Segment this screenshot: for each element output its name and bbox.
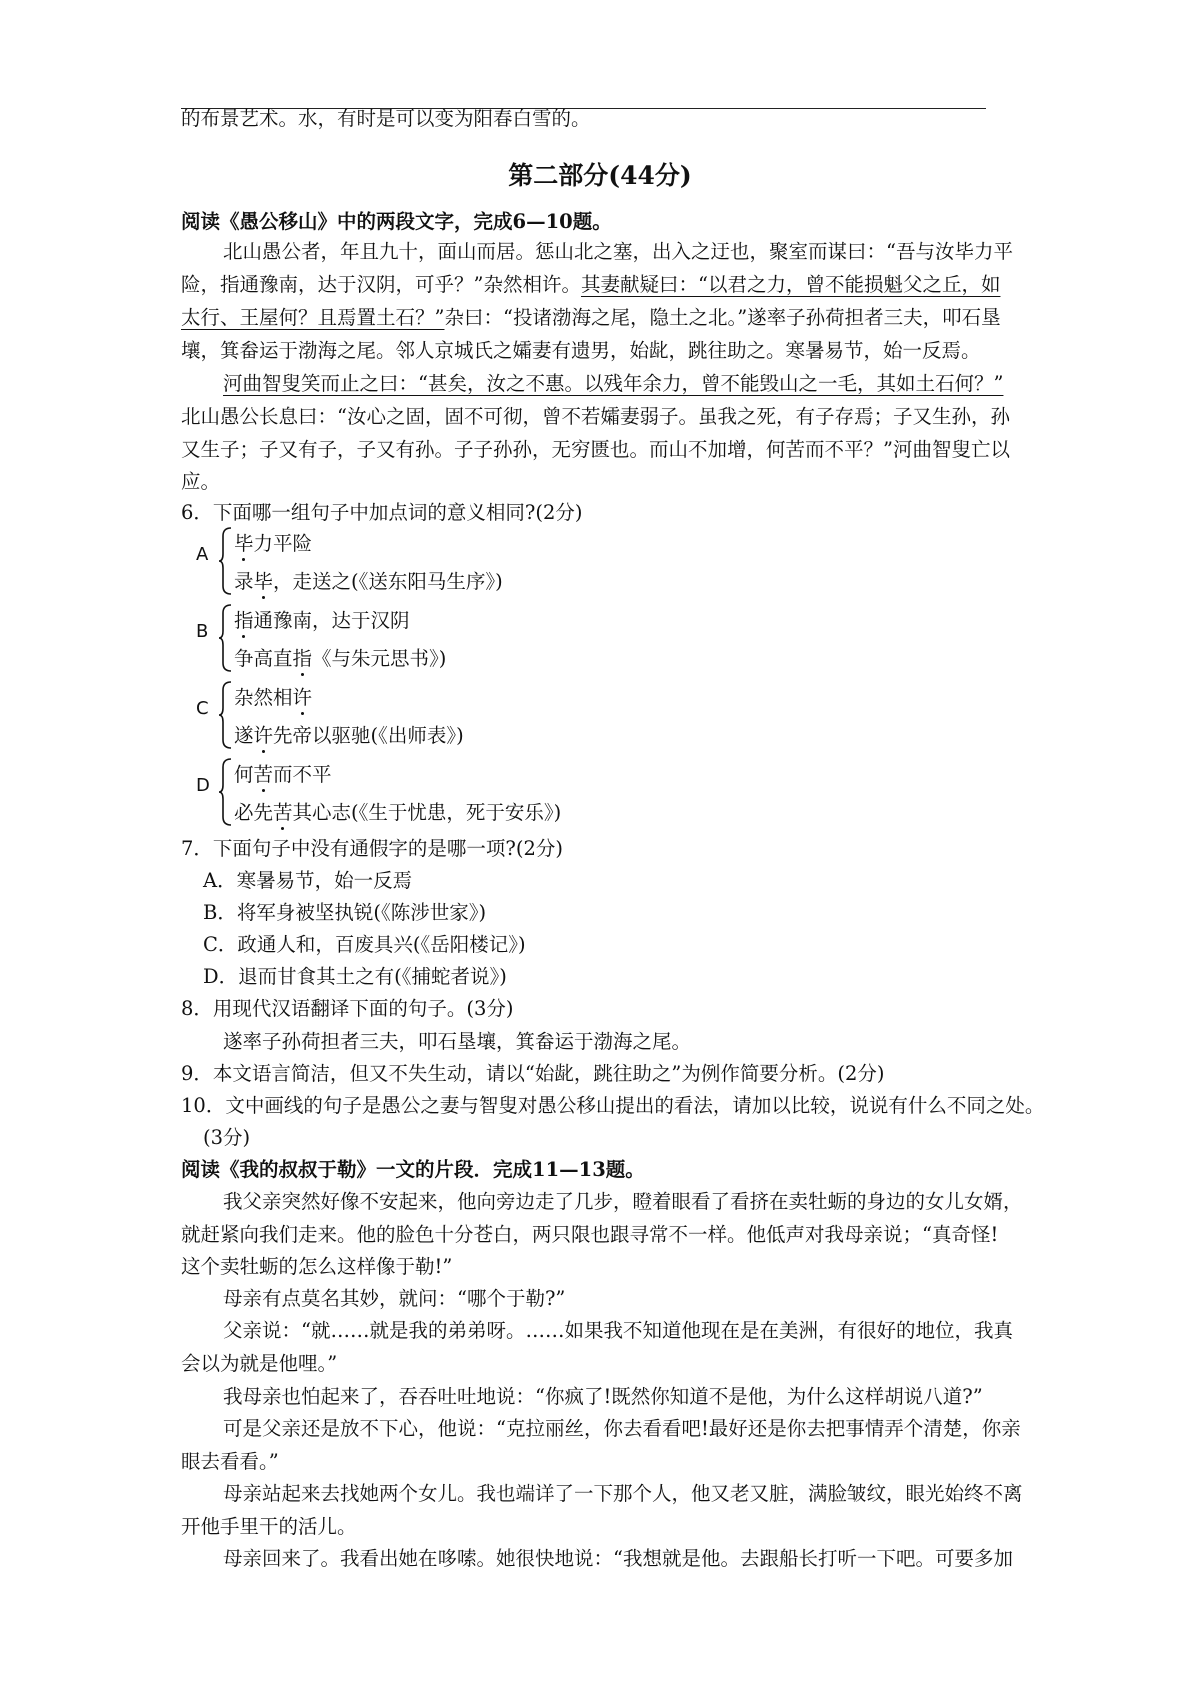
passage-line: 就赶紧向我们走来。他的脸色十分苍白，两只限也跟寻常不一样。他低声对我母亲说；“真奇怪!	[181, 1223, 999, 1246]
question-6-stem: 6．下面哪一组句子中加点词的意义相同?(2分)	[181, 501, 583, 524]
dotted-word: 苦	[253, 763, 274, 786]
passage-line: 北山愚公者，年且九十，面山而居。惩山北之塞，出入之迂也，聚室而谋曰：“吾与汝毕力平	[223, 240, 1013, 263]
reading1-instruction: 阅读《愚公移山》中的两段文字，完成6—10题。	[181, 210, 612, 233]
passage-line: 可是父亲还是放不下心，他说：“克拉丽丝，你去看看吧!最好还是你去把事情弄个清楚，你亲	[223, 1417, 1021, 1440]
sentence-text: 而不平	[273, 763, 332, 786]
passage-line: 壤，箕畚运于渤海之尾。邻人京城氏之孀妻有遗男，始龀，跳往助之。寒暑易节，始一反焉。	[181, 339, 981, 362]
sentence-text: 必先	[234, 801, 274, 824]
passage-line: 我父亲突然好像不安起来，他向旁边走了几步，瞪着眼看了看挤在卖牡蛎的身边的女儿女婿，	[223, 1190, 1023, 1213]
choice-c: C．政通人和，百废具兴(《岳阳楼记》)	[203, 933, 526, 956]
sentence-text: 杂然相	[234, 686, 293, 709]
choice-d: D．退而甘食其土之有(《捕蛇者说》)	[203, 965, 507, 988]
dotted-word: 毕	[234, 532, 254, 555]
question-10-score: (3分)	[203, 1126, 251, 1149]
passage-line: 开他手里干的活儿。	[181, 1515, 357, 1538]
choice-b: B．将军身被坚执锐(《陈涉世家》)	[203, 901, 487, 924]
section-title: 第二部分(44分)	[508, 161, 692, 190]
question-9-stem: 9．本文语言简洁，但又不失生动，请以“始龀，跳往助之”为例作简要分析。(2分)	[181, 1062, 885, 1085]
question-10-stem: 10．文中画线的句子是愚公之妻与智叟对愚公移山提出的看法，请加以比较，说说有什么不同之处。	[181, 1094, 1045, 1117]
underlined-sentence: 其妻献疑曰：“以君之力，曾不能损魁父之丘，如	[580, 273, 1001, 296]
dotted-word: 许	[292, 686, 313, 709]
option-b-sentence-2	[234, 644, 446, 674]
question-8-sentence: 遂率子孙荷担者三夫，叩石垦壤，箕畚运于渤海之尾。	[223, 1030, 692, 1053]
passage-line: 母亲有点莫名其妙，就问：“哪个于勒?”	[223, 1287, 566, 1310]
question-8-stem: 8．用现代汉语翻译下面的句子。(3分)	[181, 997, 514, 1020]
passage-line: 眼去看看。”	[181, 1450, 279, 1473]
passage-line: 我母亲也怕起来了，吞吞吐吐地说：“你疯了!既然你知道不是他，为什么这样胡说八道?”	[223, 1385, 983, 1408]
dotted-word: 许	[253, 724, 274, 747]
sentence-text: 何	[234, 763, 254, 786]
underlined-sentence: 河曲智叟笑而止之曰：“甚矣，汝之不惠。以残年余力，曾不能毁山之一毛，其如土石何？”	[223, 372, 1004, 395]
option-c-sentence-2	[234, 721, 464, 751]
option-b-letter: B	[196, 621, 209, 642]
option-brace	[218, 757, 232, 827]
option-a-sentence-1	[234, 529, 312, 559]
sentence-text: 先帝以驱驰(《出师表》)	[273, 724, 464, 747]
passage-text: 杂曰：“投诸渤海之尾，隐土之北。”遂率子孙荷担者三夫，叩石垦	[444, 306, 1001, 329]
passage-line: 这个卖牡蛎的怎么这样像于勒!”	[181, 1255, 453, 1278]
passage-line	[181, 303, 1001, 333]
passage-line: 北山愚公长息曰：“汝心之固，固不可彻，曾不若孀妻弱子。虽我之死，有子存焉；子又生孙，孙	[181, 405, 1010, 428]
passage-line: 又生子；子又有子，子又有孙。子子孙孙，无穷匮也。而山不加增，何苦而不平？”河曲智叟亡以	[181, 438, 1010, 461]
option-a-letter: A	[196, 544, 209, 565]
option-d-letter: D	[196, 775, 210, 796]
sentence-text: 《与朱元思书》)	[312, 647, 447, 670]
dotted-word: 指	[292, 647, 313, 670]
sentence-text: 争高直	[234, 647, 293, 670]
option-b-sentence-1	[234, 606, 410, 636]
option-brace	[218, 526, 232, 596]
sentence-text: 通豫南，达于汉阴	[253, 609, 410, 632]
choice-a: A．寒暑易节，始一反焉	[203, 869, 413, 892]
reading2-instruction: 阅读《我的叔叔于勒》一文的片段．完成11—13题。	[181, 1158, 645, 1181]
passage-line: 母亲回来了。我看出她在哆嗦。她很快地说：“我想就是他。去跟船长打听一下吧。可要多加	[223, 1547, 1013, 1570]
question-7-stem: 7．下面句子中没有通假字的是哪一项?(2分)	[181, 837, 563, 860]
option-a-sentence-2	[234, 567, 503, 597]
underlined-sentence: 太行、王屋何？且焉置土石？”	[181, 306, 445, 329]
sentence-text: 其心志(《生于忧患，死于安乐》)	[292, 801, 562, 824]
sentence-text: ，走送之(《送东阳马生序》)	[273, 570, 503, 593]
passage-line: 会以为就是他哩。”	[181, 1352, 338, 1375]
sentence-text: 录	[234, 570, 254, 593]
passage-line: 母亲站起来去找她两个女儿。我也端详了一下那个人，他又老又脏，满脸皱纹，眼光始终不离	[223, 1482, 1023, 1505]
sentence-text: 力平险	[253, 532, 313, 555]
dotted-word: 苦	[273, 801, 293, 824]
passage-text: 险，指通豫南，达于汉阴，可乎？”杂然相许。	[181, 273, 581, 296]
passage-line	[181, 270, 1000, 300]
dotted-word: 毕	[253, 570, 274, 593]
carryover-line: 的布景艺术。水，有时是可以变为阳春白雪的。	[181, 107, 591, 130]
passage-line: 父亲说：“就……就是我的弟弟呀。……如果我不知道他现在是在美洲，有很好的地位，我真	[223, 1319, 1013, 1342]
option-c-letter: C	[196, 698, 209, 719]
passage-line: 应。	[181, 470, 221, 493]
dotted-word: 指	[234, 609, 254, 632]
sentence-text: 遂	[234, 724, 254, 747]
option-d-sentence-1	[234, 760, 332, 790]
option-d-sentence-2	[234, 798, 561, 828]
option-brace	[218, 603, 232, 673]
option-c-sentence-1	[234, 683, 312, 713]
option-brace	[218, 680, 232, 750]
